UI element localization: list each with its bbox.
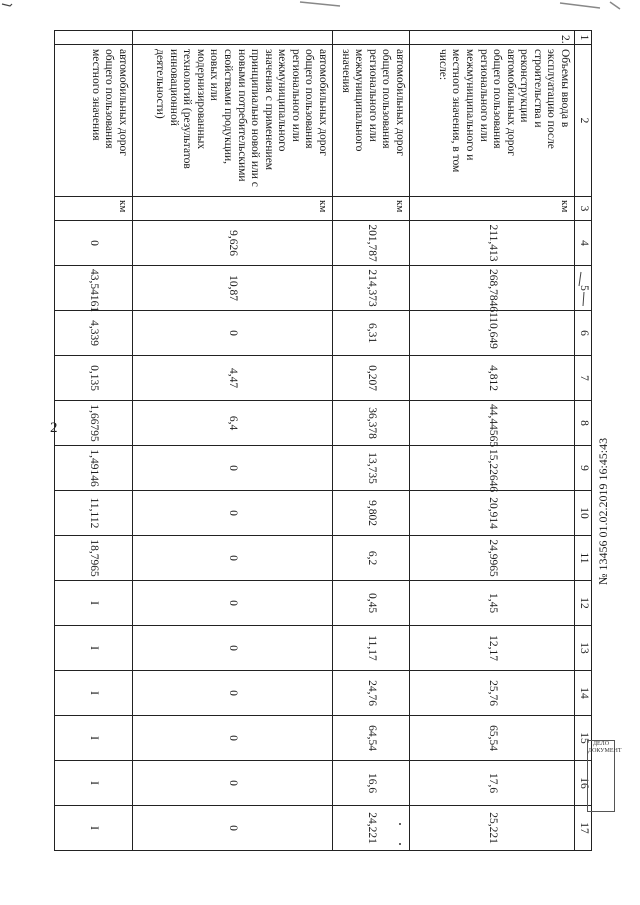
pen-mark (575, 270, 595, 310)
header-cell: 14 (575, 671, 592, 716)
value-cell: 18,7965 (55, 536, 133, 581)
value-cell: 0 (133, 446, 333, 491)
header-cell: 2 (575, 45, 592, 197)
header-cell: 5 (575, 266, 592, 311)
value-cell: 44,44565 (410, 401, 575, 446)
header-row (575, 31, 592, 851)
value-cell: 64,54 (333, 716, 410, 761)
value-cell: 25,76 (410, 671, 575, 716)
header-cell: 12 (575, 581, 592, 626)
value-cell: 0 (133, 581, 333, 626)
value-cell: 12,17 (410, 626, 575, 671)
value-cell: 0,135 (55, 356, 133, 401)
value-cell: 20,914 (410, 491, 575, 536)
value-cell: 0 (55, 221, 133, 266)
table-row (133, 31, 333, 851)
header-cell: 11 (575, 536, 592, 581)
corner-mark (0, 0, 18, 14)
value-cell: 11,112 (55, 491, 133, 536)
value-cell: 0 (133, 671, 333, 716)
value-cell: I (55, 761, 133, 806)
value-cell: I (55, 716, 133, 761)
value-cell: 13,735 (333, 446, 410, 491)
table-row (55, 31, 133, 851)
dot-marks (396, 820, 404, 850)
document-registration-number: № 13456 01.02.2019 16:45:43 (596, 437, 610, 585)
header-cell: 9 (575, 446, 592, 491)
value-cell: 24,76 (333, 671, 410, 716)
value-cell: 43,54161 (55, 266, 133, 311)
value-cell: 6,4 (133, 401, 333, 446)
value-cell: 0 (133, 806, 333, 851)
value-cell: 36,378 (333, 401, 410, 446)
rotated-table-container (72, 30, 592, 845)
value-cell: I (55, 626, 133, 671)
value-cell: 0 (133, 536, 333, 581)
header-cell: 16 (575, 761, 592, 806)
value-cell: 211,413 (410, 221, 575, 266)
header-cell: 15 (575, 716, 592, 761)
value-cell: 1,66795 (55, 401, 133, 446)
row-unit: км (133, 197, 333, 221)
value-cell: 0 (133, 626, 333, 671)
value-cell: 1,45 (410, 581, 575, 626)
header-cell: 17 (575, 806, 592, 851)
value-cell: 0 (133, 716, 333, 761)
value-cell: 4,47 (133, 356, 333, 401)
value-cell: 0 (133, 761, 333, 806)
value-cell: 1,49146 (55, 446, 133, 491)
row-number (133, 31, 333, 45)
value-cell: 9,626 (133, 221, 333, 266)
header-cell: 13 (575, 626, 592, 671)
header-cell: 1 (575, 31, 592, 45)
value-cell: 0 (133, 311, 333, 356)
row-unit: км (55, 197, 133, 221)
header-cell: 6 (575, 311, 592, 356)
value-cell: 0,45 (333, 581, 410, 626)
page-number: 2 (50, 420, 58, 436)
registration-stamp: ДЕЛО ДОКУМЕНТ (587, 740, 615, 812)
value-cell: 201,787 (333, 221, 410, 266)
value-cell: I (55, 581, 133, 626)
header-cell: 4 (575, 221, 592, 266)
value-cell: 6,31 (333, 311, 410, 356)
value-cell: 24,9965 (410, 536, 575, 581)
value-cell: 9,802 (333, 491, 410, 536)
value-cell: 268,78461 (410, 266, 575, 311)
row-number (333, 31, 410, 45)
row-unit: км (410, 197, 575, 221)
value-cell: 214,373 (333, 266, 410, 311)
scan-edge-marks (260, 0, 640, 14)
value-cell: 65,54 (410, 716, 575, 761)
value-cell: 6,2 (333, 536, 410, 581)
row-number (55, 31, 133, 45)
header-cell: 10 (575, 491, 592, 536)
value-cell: 10,87 (133, 266, 333, 311)
value-cell: 4,339 (55, 311, 133, 356)
value-cell: 16,6 (333, 761, 410, 806)
table-row (410, 31, 575, 851)
value-cell: 4,812 (410, 356, 575, 401)
row-description: автомобильных дорог общего пользования регионального или межмуниципального значения с применением принципиально новой или с новыми потребительскими свойствами продукции, новых или модернизированных технологий (результатов инновационной деятельности) (133, 45, 333, 197)
row-unit: км (333, 197, 410, 221)
row-description: автомобильных дорог общего пользования регионального или межмуниципального значения (333, 45, 410, 197)
value-cell: 0 (133, 491, 333, 536)
header-cell: 8 (575, 401, 592, 446)
value-cell: 10,649 (410, 311, 575, 356)
value-cell: 25,221 (410, 806, 575, 851)
data-table (54, 30, 592, 851)
header-cell: 3 (575, 197, 592, 221)
value-cell: I (55, 806, 133, 851)
value-cell: 11,17 (333, 626, 410, 671)
value-cell: 0,207 (333, 356, 410, 401)
row-description: Объемы ввода в эксплуатацию после строительства и реконструкции автомобильных дорог общего пользования регионального или межмуниципального и местного значения, в том числе: (410, 45, 575, 197)
row-number: 2. (410, 31, 575, 45)
row-description: автомобильных дорог общего пользования местного значения (55, 45, 133, 197)
table-row (333, 31, 410, 851)
value-cell: 24,221 (333, 806, 410, 851)
value-cell: I (55, 671, 133, 716)
header-cell: 7 (575, 356, 592, 401)
value-cell: 17,6 (410, 761, 575, 806)
value-cell: 15,22646 (410, 446, 575, 491)
